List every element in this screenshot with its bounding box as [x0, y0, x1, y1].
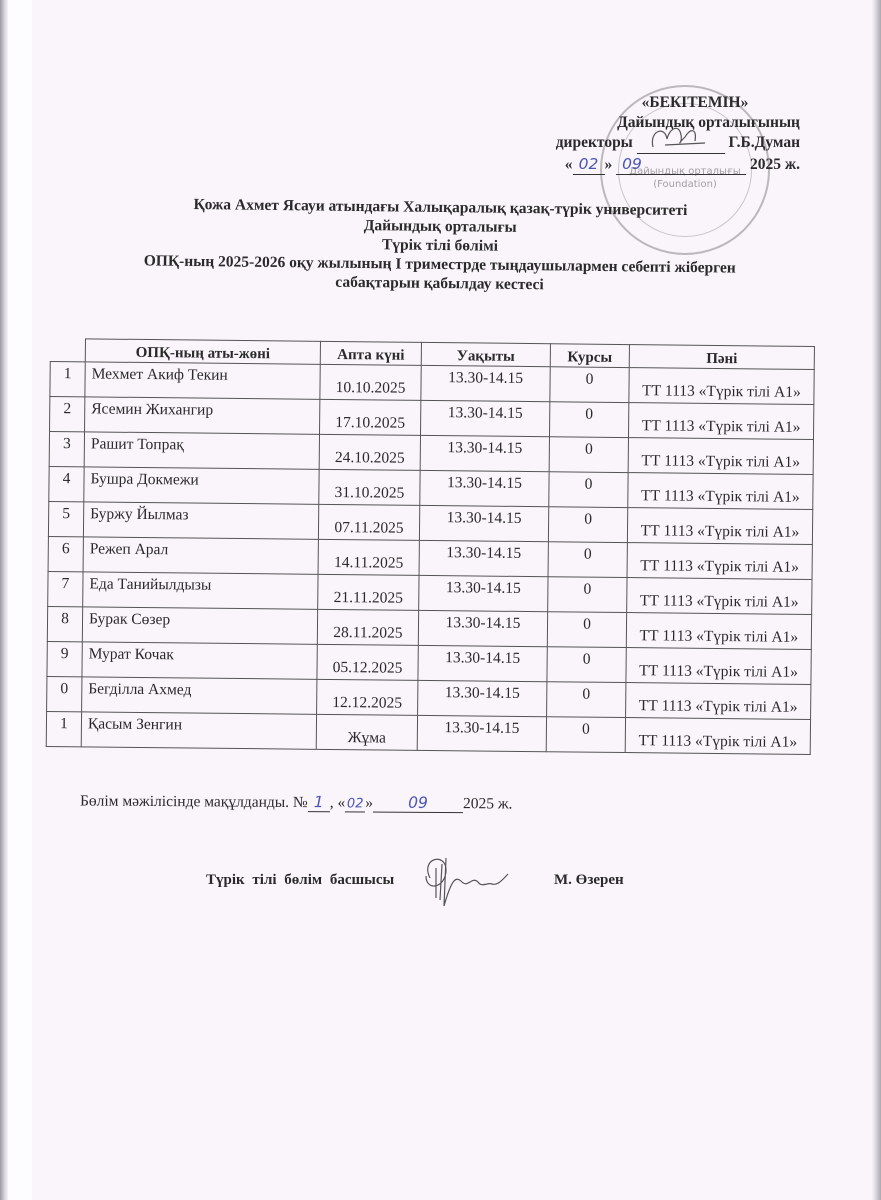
row-date: 17.10.2025 [320, 399, 421, 435]
row-number: 9 [47, 641, 82, 676]
row-subject: ТТ 1113 «Түрік тілі А1» [626, 648, 811, 685]
signoff-name: М. Өзерен [554, 872, 624, 888]
header-name: ОПҚ-ның аты-жөні [85, 339, 320, 364]
header-subject: Пәні [629, 345, 814, 370]
row-date: 28.11.2025 [317, 609, 418, 645]
approval-day: 02 [573, 154, 605, 175]
approval-title: «БЕКІТЕМІН» [641, 94, 749, 111]
table-row [46, 711, 810, 754]
row-subject: ТТ 1113 «Түрік тілі А1» [627, 543, 812, 580]
scan-margin-strip [8, 0, 32, 1200]
row-number: 8 [47, 606, 82, 641]
stamp-text-foundation: (Foundation) [653, 179, 717, 190]
row-course: 0 [550, 367, 629, 403]
document-title-line2: сабақтарын қабылдау кестесі [335, 273, 544, 294]
row-time: 13.30-14.15 [421, 365, 550, 401]
approval-close: » [365, 794, 374, 812]
date-open-quote: « [564, 156, 573, 173]
row-number: 1 [46, 711, 81, 746]
row-date: 31.10.2025 [319, 469, 420, 505]
row-name: Мурат Кочак [82, 642, 317, 679]
row-name: Бурак Сөзер [82, 607, 317, 644]
document-title-line1: ОПҚ-ның 2025-2026 оқу жылының І триместрде тыңдаушылармен себепті жіберген [143, 252, 736, 277]
meeting-month: 09 [373, 794, 463, 814]
row-time: 13.30-14.15 [417, 715, 546, 751]
row-date: 05.12.2025 [317, 644, 418, 680]
director-signature [645, 121, 715, 151]
row-date: 24.10.2025 [319, 434, 420, 470]
approval-block [550, 93, 800, 175]
meeting-year: 2025 ж. [462, 795, 513, 813]
approval-signer: Г.Б.Думан [728, 134, 800, 151]
row-name: Рашит Топрақ [84, 432, 319, 469]
row-name: Бегділла Ахмед [82, 677, 317, 714]
row-subject: ТТ 1113 «Түрік тілі А1» [627, 578, 812, 615]
approval-role: директоры [555, 134, 633, 151]
row-course: 0 [547, 682, 626, 718]
row-time: 13.30-14.15 [418, 610, 547, 646]
row-date: 14.11.2025 [318, 539, 419, 575]
row-number: 2 [50, 397, 85, 432]
row-subject: ТТ 1113 «Түрік тілі А1» [629, 368, 814, 405]
signoff-role: Түрік тілі бөлім басшысы [206, 872, 395, 888]
header-time: Уақыты [421, 342, 550, 366]
department-name: Түрік тілі бөлімі [381, 236, 499, 255]
row-course: 0 [547, 612, 626, 648]
row-number: 7 [48, 571, 83, 606]
approval-line-director [550, 133, 800, 154]
row-subject: ТТ 1113 «Түрік тілі А1» [626, 683, 811, 720]
row-number: 1 [50, 362, 85, 397]
row-course: 0 [548, 507, 627, 543]
approval-month: 09 [616, 154, 746, 175]
row-time: 13.30-14.15 [420, 435, 549, 471]
row-name: Буржу Йылмаз [83, 502, 318, 539]
header-day: Апта күні [320, 341, 421, 365]
row-date: 12.12.2025 [317, 679, 418, 715]
row-name: Еда Танийылдызы [83, 572, 318, 609]
row-date: 21.11.2025 [318, 574, 419, 610]
approval-year: 2025 ж. [750, 156, 800, 173]
scan-left-edge [0, 0, 8, 1200]
approval-line-date [550, 154, 800, 175]
row-date: Жұма [316, 714, 417, 750]
row-course: 0 [548, 577, 627, 613]
row-time: 13.30-14.15 [421, 400, 550, 436]
row-subject: ТТ 1113 «Түрік тілі А1» [625, 718, 810, 755]
row-time: 13.30-14.15 [419, 540, 548, 576]
row-date: 10.10.2025 [320, 364, 421, 400]
row-subject: ТТ 1113 «Түрік тілі А1» [628, 473, 813, 510]
row-name: Мехмет Акиф Текин [85, 362, 320, 399]
row-number: 0 [47, 676, 82, 711]
scan-right-edge [872, 0, 881, 1200]
row-course: 0 [546, 717, 625, 753]
approval-text: Бөлім мәжілісінде мақұлданды. № [79, 792, 308, 812]
row-time: 13.30-14.15 [420, 470, 549, 506]
row-course: 0 [547, 647, 626, 683]
row-subject: ТТ 1113 «Түрік тілі А1» [628, 403, 813, 440]
row-name: Бушра Докмежи [84, 467, 319, 504]
row-course: 0 [549, 472, 628, 508]
row-date: 07.11.2025 [318, 504, 419, 540]
row-number: 5 [48, 501, 83, 536]
meeting-number: 1 [308, 793, 330, 812]
schedule-table-wrapper [46, 338, 815, 755]
row-course: 0 [549, 402, 628, 438]
university-name: Қожа Ахмет Ясауи атындағы Халықаралық қазақ-түрік университеті [193, 195, 688, 220]
stamp-text-center: Дайындық орталығы [629, 166, 741, 177]
date-close-quote: » [604, 156, 613, 173]
row-course: 0 [548, 542, 627, 578]
header-course: Курсы [550, 344, 629, 368]
row-name: Режеп Арал [83, 537, 318, 574]
row-number: 6 [48, 536, 83, 571]
row-time: 13.30-14.15 [419, 505, 548, 541]
approval-sep: , « [329, 794, 346, 812]
approval-line-center: Дайындық орталығының [617, 114, 800, 131]
department-approval-line [80, 791, 513, 813]
row-name: Ясемин Жихангир [85, 397, 320, 434]
row-number: 4 [49, 466, 84, 501]
table-body [46, 362, 814, 755]
document-heading [59, 193, 820, 297]
row-name: Қасым Зенгин [81, 712, 316, 749]
row-time: 13.30-14.15 [418, 645, 547, 681]
director-signature-line [637, 133, 725, 154]
header-number [50, 339, 85, 362]
row-subject: ТТ 1113 «Түрік тілі А1» [626, 613, 811, 650]
schedule-table [46, 338, 815, 755]
head-signature [416, 848, 516, 910]
center-name: Дайындық орталығы [363, 217, 517, 236]
row-subject: ТТ 1113 «Түрік тілі А1» [628, 438, 813, 475]
row-course: 0 [549, 437, 628, 473]
row-time: 13.30-14.15 [418, 680, 547, 716]
meeting-day: 02 [346, 796, 364, 812]
row-number: 3 [49, 432, 84, 467]
row-time: 13.30-14.15 [419, 575, 548, 611]
row-subject: ТТ 1113 «Түрік тілі А1» [627, 508, 812, 545]
